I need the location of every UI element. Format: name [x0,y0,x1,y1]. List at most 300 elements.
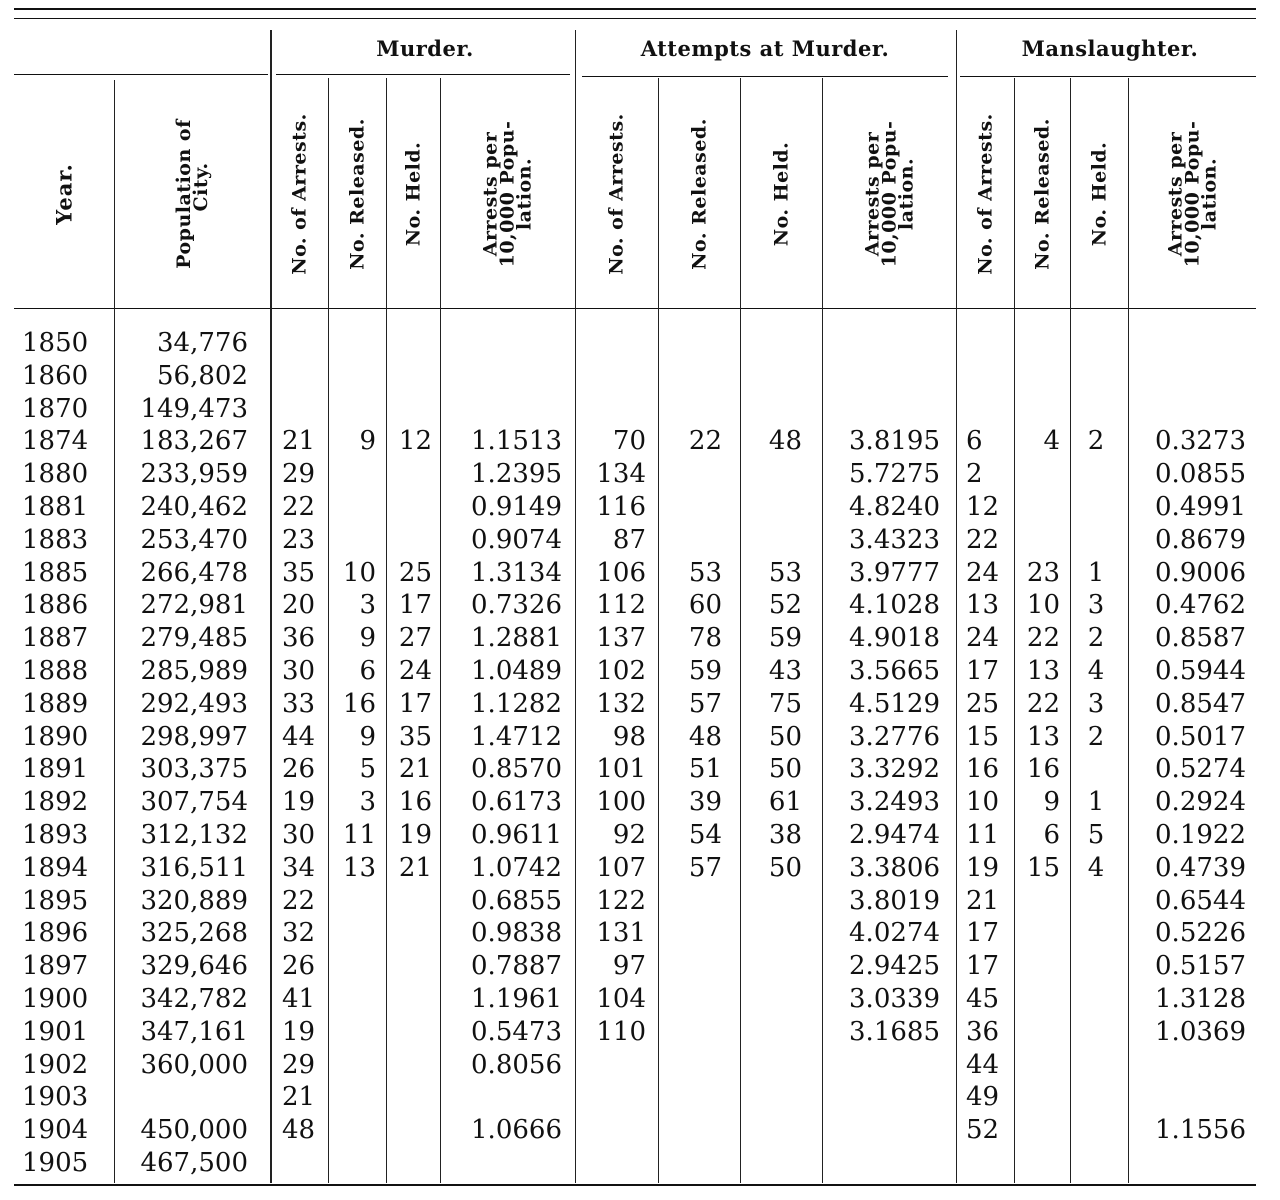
cell-attempts-arrests [586,1114,646,1147]
cell-manslaughter-rate: 0.4991 [1155,492,1246,522]
table-row [0,950,1280,983]
cell-murder-released [332,458,376,491]
cell-population: 183,267 [140,426,248,457]
table-row [0,491,1280,524]
cell-manslaughter-arrests: 17 [966,951,1000,982]
cell-year: 1885 [22,557,89,588]
table-row [0,917,1280,950]
col-header-attempts-held: No. Held. [770,141,792,247]
cell-attempts-held [746,950,802,983]
cell-murder-rate [448,360,562,393]
cell-population: 56,802 [157,360,248,391]
cell-murder-arrests: 33 [282,688,316,719]
cell-attempts-released: 54 [688,820,722,850]
cell-murder-rate: 0.9074 [471,524,562,555]
cell-manslaughter-arrests: 52 [966,1115,1000,1146]
cell-murder-held [390,393,432,426]
cell-manslaughter-held [1076,917,1116,950]
cell-manslaughter-arrests [966,1147,1006,1180]
cell-murder-held [390,1081,432,1114]
cell-attempts-arrests: 70 [612,426,646,457]
col-header-murder-held: No. Held. [402,141,424,247]
cell-manslaughter-held [1076,393,1116,426]
cell-attempts-released [662,1081,722,1114]
cell-murder-arrests: 21 [282,1082,316,1113]
cell-manslaughter-released [1018,983,1060,1016]
cell-manslaughter-rate: 0.9006 [1155,557,1246,588]
cell-manslaughter-rate: 0.0855 [1155,459,1246,490]
cell-attempts-released [662,1147,722,1180]
cell-population: 240,462 [140,492,248,522]
cell-murder-released [332,327,376,360]
cell-murder-released: 10 [342,557,376,588]
cell-murder-arrests: 22 [282,492,316,522]
cell-manslaughter-held: 4 [1087,852,1105,883]
cell-murder-arrests: 20 [282,590,316,621]
cell-murder-held [390,917,432,950]
cell-population: 342,782 [140,984,248,1014]
cell-attempts-released [662,917,722,950]
cell-manslaughter-held [1076,1049,1116,1082]
cell-murder-held [390,1016,432,1049]
cell-murder-arrests [282,327,316,360]
cell-murder-released [332,1147,376,1180]
cell-attempts-held: 75 [768,688,802,719]
cell-murder-arrests: 30 [282,820,316,850]
cell-population: 303,375 [140,754,248,785]
table-row [0,360,1280,393]
cell-manslaughter-held [1076,950,1116,983]
cell-attempts-rate: 3.3292 [849,754,940,785]
cell-manslaughter-rate: 1.0369 [1155,1016,1246,1047]
cell-attempts-arrests: 132 [596,688,646,719]
cell-manslaughter-rate: 0.5017 [1155,721,1246,752]
cell-manslaughter-arrests: 45 [966,984,1000,1014]
cell-manslaughter-released: 16 [1026,754,1060,785]
cell-attempts-rate: 4.1028 [849,590,940,621]
cell-population: 347,161 [140,1016,248,1047]
cell-murder-arrests: 48 [282,1115,316,1146]
cell-attempts-released [662,1114,722,1147]
cell-murder-rate: 0.7887 [471,951,562,982]
cell-population: 266,478 [140,557,248,588]
table-row [0,688,1280,721]
bottom-rule [14,1184,1256,1186]
cell-manslaughter-released: 10 [1026,590,1060,621]
cell-attempts-held: 38 [768,820,802,850]
top-rule [14,8,1256,10]
cell-murder-rate: 1.1961 [471,984,562,1014]
cell-murder-arrests: 44 [282,721,316,752]
group-manslaughter-header: Manslaughter. [1021,36,1199,61]
cell-manslaughter-arrests: 19 [966,852,1000,883]
cell-manslaughter-held: 2 [1087,721,1105,752]
cell-manslaughter-released [1018,491,1060,524]
cell-year: 1893 [22,820,89,850]
cell-murder-rate: 0.6855 [471,885,562,916]
col-header-population: Population of City. [172,119,212,269]
cell-attempts-arrests: 97 [612,951,646,982]
cell-year: 1892 [22,787,89,818]
cell-manslaughter-held [1076,458,1116,491]
cell-murder-held: 24 [398,656,432,686]
cell-murder-held [390,983,432,1016]
cell-murder-rate: 1.2395 [471,459,562,490]
cell-manslaughter-rate: 0.1922 [1155,820,1246,850]
cell-attempts-rate [830,1049,940,1082]
cell-manslaughter-released [1018,1114,1060,1147]
cell-manslaughter-released [1018,917,1060,950]
cell-attempts-held [746,360,802,393]
cell-year: 1889 [22,688,89,719]
cell-attempts-rate: 5.7275 [849,459,940,490]
cell-murder-rate: 0.7326 [471,590,562,621]
cell-murder-released [332,1081,376,1114]
cell-manslaughter-released: 6 [1043,820,1060,850]
rule-left-group [14,74,268,75]
cell-attempts-rate [830,327,940,360]
cell-population: 316,511 [140,852,248,883]
cell-manslaughter-held [1076,360,1116,393]
cell-manslaughter-rate: 0.5157 [1155,951,1246,982]
cell-murder-arrests: 19 [282,787,316,818]
cell-attempts-released: 60 [688,590,722,621]
cell-manslaughter-released [1018,327,1060,360]
cell-murder-arrests: 30 [282,656,316,686]
cell-attempts-held [746,983,802,1016]
cell-manslaughter-held [1076,753,1116,786]
cell-attempts-held [746,885,802,918]
col-header-attempts-rate: Arrests per 10,000 Popu- lation. [861,120,917,268]
cell-manslaughter-held: 3 [1087,688,1105,719]
cell-population: 34,776 [157,328,248,358]
cell-attempts-released [662,950,722,983]
cell-manslaughter-released [1018,393,1060,426]
cell-attempts-rate: 3.2493 [849,787,940,818]
cell-attempts-held: 50 [768,852,802,883]
cell-murder-released: 5 [359,754,376,785]
cell-murder-held: 21 [398,754,432,785]
cell-manslaughter-rate [1134,393,1246,426]
cell-murder-arrests: 21 [282,426,316,457]
cell-year: 1850 [22,328,89,358]
cell-attempts-arrests: 110 [596,1016,646,1047]
cell-murder-held: 25 [398,557,432,588]
cell-manslaughter-arrests: 36 [966,1016,1000,1047]
cell-manslaughter-released [1018,1081,1060,1114]
cell-murder-rate: 1.2881 [471,623,562,654]
cell-year: 1860 [22,360,89,391]
cell-murder-released [332,491,376,524]
group-attempts-header: Attempts at Murder. [640,36,890,61]
cell-murder-rate: 0.6173 [471,787,562,818]
col-header-attempts-arrests: No. of Arrests. [605,113,628,275]
cell-attempts-arrests: 102 [596,656,646,686]
cell-manslaughter-arrests: 6 [966,426,983,457]
cell-attempts-arrests: 100 [596,787,646,818]
col-header-manslaughter-held: No. Held. [1088,141,1110,247]
cell-attempts-arrests: 87 [612,524,646,555]
cell-attempts-released [662,885,722,918]
cell-manslaughter-rate: 1.1556 [1155,1115,1246,1146]
cell-population: 292,493 [140,688,248,719]
cell-manslaughter-arrests: 15 [966,721,1000,752]
cell-manslaughter-arrests: 25 [966,688,1000,719]
table-row [0,425,1280,458]
cell-attempts-arrests: 107 [596,852,646,883]
cell-attempts-released: 53 [688,557,722,588]
cell-attempts-rate: 4.8240 [849,492,940,522]
cell-manslaughter-held: 4 [1087,656,1105,686]
cell-year: 1874 [22,426,89,457]
cell-attempts-held: 53 [768,557,802,588]
cell-murder-arrests: 29 [282,1049,316,1080]
cell-murder-held: 17 [398,590,432,621]
cell-population: 467,500 [140,1148,248,1178]
cell-year: 1905 [22,1148,89,1178]
cell-murder-rate: 0.8056 [471,1049,562,1080]
cell-attempts-rate: 3.8195 [849,426,940,457]
cell-manslaughter-released [1018,458,1060,491]
cell-murder-held [390,327,432,360]
cell-manslaughter-held [1076,885,1116,918]
cell-attempts-released: 57 [688,688,722,719]
table-row [0,786,1280,819]
cell-attempts-held [746,327,802,360]
cell-murder-held [390,950,432,983]
cell-murder-released [332,885,376,918]
rule-attempts-group [582,76,948,77]
table-row [0,983,1280,1016]
cell-attempts-held [746,1081,802,1114]
cell-murder-released: 9 [359,426,376,457]
cell-murder-rate: 1.0489 [471,656,562,686]
table-row [0,885,1280,918]
col-header-year: Year. [51,163,77,225]
cell-murder-arrests: 26 [282,754,316,785]
cell-murder-rate [448,1147,562,1180]
cell-manslaughter-rate [1134,327,1246,360]
cell-manslaughter-arrests: 44 [966,1049,1000,1080]
cell-attempts-rate: 4.9018 [849,623,940,654]
cell-attempts-rate: 3.9777 [849,557,940,588]
cell-murder-released [332,917,376,950]
cell-murder-released [332,360,376,393]
table-row [0,1049,1280,1082]
cell-manslaughter-arrests: 24 [966,623,1000,654]
cell-attempts-released: 51 [688,754,722,785]
cell-manslaughter-rate: 0.5274 [1155,754,1246,785]
cell-attempts-rate [830,1081,940,1114]
cell-attempts-held: 50 [768,721,802,752]
cell-population: 307,754 [140,787,248,818]
cell-attempts-rate [830,1114,940,1147]
cell-murder-arrests: 35 [282,557,316,588]
cell-attempts-released [662,393,722,426]
cell-attempts-released [662,1016,722,1049]
cell-murder-held: 19 [398,820,432,850]
col-header-attempts-released: No. Released. [688,118,710,270]
cell-manslaughter-rate: 0.5944 [1155,656,1246,686]
col-header-murder-released: No. Released. [346,118,368,270]
cell-murder-arrests: 19 [282,1016,316,1047]
cell-attempts-held [746,458,802,491]
cell-year: 1890 [22,721,89,752]
cell-year: 1902 [22,1049,89,1080]
cell-manslaughter-released: 15 [1026,852,1060,883]
cell-manslaughter-held [1076,1016,1116,1049]
cell-year: 1894 [22,852,89,883]
cell-attempts-arrests: 106 [596,557,646,588]
cell-manslaughter-rate: 0.8547 [1155,688,1246,719]
cell-attempts-held: 50 [768,754,802,785]
cell-murder-arrests: 34 [282,852,316,883]
cell-year: 1870 [22,393,89,424]
table-row [0,524,1280,557]
cell-manslaughter-rate: 0.4739 [1155,852,1246,883]
cell-attempts-released [662,327,722,360]
cell-murder-arrests [282,393,316,426]
cell-year: 1883 [22,524,89,555]
table-row [0,655,1280,688]
cell-attempts-released: 78 [688,623,722,654]
cell-attempts-held: 59 [768,623,802,654]
cell-manslaughter-rate [1134,1147,1246,1180]
cell-manslaughter-arrests: 12 [966,492,1000,522]
cell-population: 312,132 [140,820,248,850]
cell-manslaughter-arrests: 16 [966,754,1000,785]
cell-attempts-held [746,393,802,426]
cell-attempts-held [746,917,802,950]
rule-murder-group [276,74,570,75]
cell-manslaughter-held: 5 [1087,820,1105,850]
cell-manslaughter-rate [1134,1081,1246,1114]
cell-attempts-arrests: 112 [596,590,646,621]
col-header-manslaughter-released: No. Released. [1031,118,1053,270]
cell-murder-released: 9 [359,721,376,752]
cell-manslaughter-arrests: 17 [966,918,1000,949]
cell-manslaughter-held: 1 [1087,787,1105,818]
cell-year: 1901 [22,1016,89,1047]
cell-murder-rate: 0.9149 [471,492,562,522]
group-murder-header: Murder. [376,36,474,61]
cell-attempts-released [662,458,722,491]
cell-attempts-rate: 3.4323 [849,524,940,555]
cell-year: 1896 [22,918,89,949]
cell-manslaughter-released: 22 [1026,623,1060,654]
cell-year: 1897 [22,951,89,982]
cell-manslaughter-rate: 1.3128 [1155,984,1246,1014]
cell-population: 329,646 [140,951,248,982]
cell-murder-rate: 1.4712 [471,721,562,752]
cell-manslaughter-arrests: 22 [966,524,1000,555]
cell-attempts-held [746,524,802,557]
cell-murder-rate: 0.8570 [471,754,562,785]
cell-attempts-released [662,983,722,1016]
cell-manslaughter-held [1076,1081,1116,1114]
col-header-murder-rate: Arrests per 10,000 Popu- lation. [479,120,536,268]
cell-population: 253,470 [140,524,248,555]
cell-attempts-released [662,524,722,557]
cell-manslaughter-held [1076,1147,1116,1180]
cell-manslaughter-arrests: 49 [966,1082,1000,1113]
cell-manslaughter-held [1076,524,1116,557]
cell-murder-held: 35 [398,721,432,752]
cell-murder-arrests: 29 [282,459,316,490]
cell-manslaughter-held [1076,1114,1116,1147]
cell-attempts-arrests: 101 [596,754,646,785]
cell-attempts-held: 48 [768,426,802,457]
cell-murder-arrests: 22 [282,885,316,916]
cell-murder-held [390,458,432,491]
cell-murder-held [390,1049,432,1082]
cell-manslaughter-released [1018,885,1060,918]
table-row [0,1114,1280,1147]
cell-year: 1880 [22,459,89,490]
cell-manslaughter-rate: 0.8679 [1155,524,1246,555]
cell-murder-held: 12 [398,426,432,457]
cell-attempts-arrests [586,1081,646,1114]
cell-manslaughter-arrests [966,360,1006,393]
cell-population: 325,268 [140,918,248,949]
cell-manslaughter-released [1018,524,1060,557]
cell-manslaughter-rate [1134,1049,1246,1082]
cell-manslaughter-held [1076,491,1116,524]
cell-attempts-rate: 2.9425 [849,951,940,982]
cell-year: 1886 [22,590,89,621]
table-row [0,753,1280,786]
cell-manslaughter-released [1018,950,1060,983]
cell-attempts-held [746,1049,802,1082]
cell-attempts-held [746,1147,802,1180]
cell-attempts-arrests: 134 [596,459,646,490]
cell-murder-released: 6 [359,656,376,686]
cell-murder-held [390,885,432,918]
cell-population: 233,959 [140,459,248,490]
cell-attempts-held: 52 [768,590,802,621]
cell-year: 1891 [22,754,89,785]
top-rule-2 [14,18,1256,19]
cell-manslaughter-released: 13 [1026,721,1060,752]
cell-attempts-released [662,1049,722,1082]
cell-attempts-rate: 3.5665 [849,656,940,686]
cell-murder-released [332,1049,376,1082]
cell-manslaughter-held: 1 [1087,557,1105,588]
cell-year: 1887 [22,623,89,654]
cell-attempts-rate: 3.1685 [849,1016,940,1047]
cell-murder-arrests: 23 [282,524,316,555]
cell-murder-released: 3 [359,590,376,621]
cell-murder-rate: 0.5473 [471,1016,562,1047]
cell-murder-held: 27 [398,623,432,654]
cell-attempts-arrests: 131 [596,918,646,949]
cell-manslaughter-rate [1134,360,1246,393]
cell-manslaughter-arrests: 10 [966,787,1000,818]
cell-manslaughter-held: 2 [1087,426,1105,457]
cell-attempts-held [746,491,802,524]
cell-murder-released: 9 [359,623,376,654]
cell-attempts-released: 59 [688,656,722,686]
cell-attempts-arrests [586,1147,646,1180]
cell-manslaughter-released: 22 [1026,688,1060,719]
cell-murder-arrests [282,1147,316,1180]
table-row [0,1147,1280,1180]
cell-manslaughter-arrests: 17 [966,656,1000,686]
cell-attempts-rate [830,1147,940,1180]
cell-murder-held [390,360,432,393]
cell-manslaughter-released [1018,1147,1060,1180]
cell-murder-released [332,1016,376,1049]
